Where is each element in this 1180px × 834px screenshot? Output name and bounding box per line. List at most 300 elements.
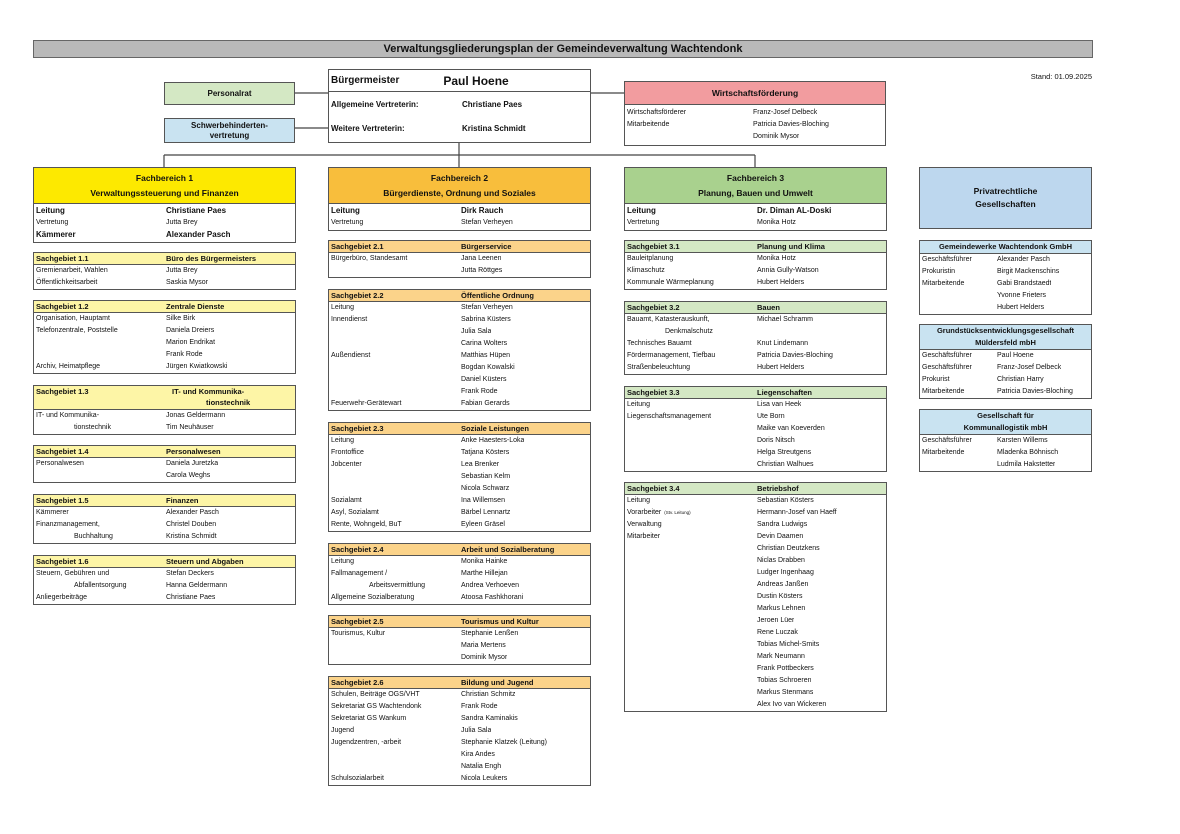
- row-key: Sozialamt: [331, 497, 362, 504]
- list-row: [34, 568, 295, 580]
- row-key: Buchhaltung: [74, 533, 113, 540]
- sachgebiet-2-1: [328, 240, 591, 278]
- wirtschaft-title: Wirtschaftsförderung: [624, 81, 886, 105]
- list-row: [34, 519, 295, 531]
- row-value: Dustin Kösters: [757, 593, 803, 600]
- list-row: [625, 675, 886, 687]
- row-key: Tourismus, Kultur: [331, 630, 386, 637]
- sachgebiet-header: [34, 495, 295, 507]
- row-value: Hermann-Josef van Haeff: [757, 509, 837, 516]
- row-key: [625, 675, 757, 687]
- sachgebiet-body: [329, 253, 590, 277]
- fb2-line2: Bürgerdienste, Ordnung und Soziales: [383, 188, 536, 199]
- sachgebiet-2-3: [328, 422, 591, 532]
- list-row: [329, 628, 590, 640]
- list-row: [34, 313, 295, 325]
- row-key: [625, 435, 757, 447]
- list-row: [625, 543, 886, 555]
- row-value: Franz-Josef Delbeck: [753, 109, 818, 116]
- row-value: Monika Hotz: [757, 255, 796, 262]
- row-key: Technisches Bauamt: [627, 340, 692, 347]
- list-row: [625, 447, 886, 459]
- list-row: [625, 411, 886, 423]
- row-value: Gabi Brandstaedt: [997, 280, 1052, 287]
- sachgebiet-title: Öffentliche Ordnung: [461, 291, 534, 300]
- sachgebiet-title: Soziale Leistungen: [461, 424, 529, 433]
- row-key: Steuern, Gebühren und: [36, 570, 110, 577]
- row-key: Leitung: [627, 401, 650, 408]
- row-key: Geschäftsführer: [922, 364, 972, 371]
- row-key: Außendienst: [331, 352, 371, 359]
- row-value: Daniel Küsters: [461, 376, 507, 383]
- row-value: Rene Luczak: [757, 629, 798, 636]
- row-value: Karsten Willems: [997, 437, 1048, 444]
- list-row: [625, 362, 886, 374]
- row-value: Hubert Helders: [997, 304, 1045, 311]
- sachgebiet-2-6: [328, 676, 591, 786]
- list-row: [920, 386, 1091, 398]
- list-row: [329, 398, 590, 410]
- row-key: [329, 386, 461, 398]
- row-key: [625, 507, 757, 519]
- sachgebiet-number: Sachgebiet 3.2: [627, 303, 680, 312]
- list-row: [625, 314, 886, 326]
- row-key: [625, 639, 757, 651]
- list-row: [329, 713, 590, 725]
- list-row: [625, 253, 886, 265]
- gesellschaft-body: [920, 350, 1091, 398]
- wirtschaftsfoerderung-box: [624, 81, 886, 146]
- fb3-body: [624, 204, 887, 231]
- list-row: [329, 737, 590, 749]
- row-value: Alexander Pasch: [166, 230, 231, 239]
- list-row: [625, 350, 886, 362]
- fb1-line2: Verwaltungssteuerung und Finanzen: [90, 188, 239, 199]
- row-key: [625, 591, 757, 603]
- row-key: Organisation, Hauptamt: [36, 315, 110, 322]
- list-row: [34, 422, 295, 434]
- fb3-line1: Fachbereich 3: [726, 172, 785, 183]
- sachgebiet-title: Liegenschaften: [757, 388, 813, 397]
- privat-line2: Gesellschaften: [975, 199, 1036, 209]
- sachgebiet-body: [329, 435, 590, 531]
- fb1-line1: Fachbereich 1: [135, 172, 194, 183]
- list-row: [329, 362, 590, 374]
- row-value: Nicola Leukers: [461, 775, 508, 782]
- sachgebiet-title: Steuern und Abgaben: [166, 557, 244, 566]
- sachgebiet-number: Sachgebiet 3.3: [627, 388, 680, 397]
- row-value: Julia Sala: [461, 727, 492, 734]
- row-key: [329, 749, 461, 761]
- wirtschaft-body: [624, 105, 886, 146]
- fachbereich-1: [33, 167, 296, 243]
- row-value: Christian Deutzkens: [757, 545, 820, 552]
- row-value: Alex Ivo van Wickeren: [757, 701, 827, 708]
- sachgebiet-3-1: [624, 240, 887, 290]
- row-key: Fördermanagement, Tiefbau: [627, 352, 716, 359]
- gesellschaft-title-line: Gemeindewerke Wachtendonk GmbH: [938, 242, 1073, 251]
- sachgebiet-header: [34, 301, 295, 313]
- schwerbehindertenvertretung-box: [164, 118, 295, 143]
- sachgebiet-1-6: [33, 555, 296, 605]
- gesellschaft-title-line: Gesellschaft für: [977, 411, 1034, 420]
- sachgebiet-title: Büro des Bürgermeisters: [166, 254, 257, 263]
- fb2-body: [328, 204, 591, 231]
- sachgebiet-body: [329, 556, 590, 604]
- row-key: Jugend: [331, 727, 354, 734]
- row-key: Geschäftsführer: [922, 352, 972, 359]
- row-key: Finanzmanagement,: [36, 521, 100, 528]
- row-value: Frank Rode: [461, 388, 498, 395]
- gesellschaft-title: [920, 410, 1091, 435]
- sachgebiet-body: [34, 313, 295, 373]
- row-value: Andreas Janßen: [757, 581, 809, 588]
- sachgebiet-header: [329, 423, 590, 435]
- list-row: [329, 338, 590, 350]
- schwerbeh-line1: Schwerbehinderten-: [191, 120, 268, 130]
- row-key: Jobcenter: [331, 461, 362, 468]
- row-value: Maike van Koeverden: [757, 425, 825, 432]
- sachgebiet-number: Sachgebiet 2.6: [331, 678, 384, 687]
- row-value: Saskia Mysor: [166, 279, 209, 286]
- row-key: Kommunale Wärmeplanung: [627, 279, 714, 286]
- personalrat-box: Personalrat: [164, 82, 295, 105]
- gesellschaft-body: [920, 435, 1091, 471]
- row-key: [329, 374, 461, 386]
- page-title: Verwaltungsgliederungsplan der Gemeindeverwaltung Wachtendonk: [33, 40, 1093, 58]
- row-key: [625, 543, 757, 555]
- row-key: Leitung: [331, 558, 354, 565]
- row-value: Bogdan Kowalski: [461, 364, 515, 371]
- list-row: [34, 349, 295, 361]
- row-value: Markus Lehnen: [757, 605, 806, 612]
- sachgebiet-body: [34, 265, 295, 289]
- row-value: Annia Gully-Watson: [757, 267, 819, 274]
- list-row: [920, 435, 1091, 447]
- list-row: [625, 107, 885, 119]
- row-value: Frank Pottbeckers: [757, 665, 814, 672]
- list-row: [625, 265, 886, 277]
- sachgebiet-title: Personalwesen: [166, 447, 221, 456]
- sachgebiet-1-2: [33, 300, 296, 374]
- buergermeister-box: [328, 69, 591, 143]
- row-value: Frank Rode: [166, 351, 203, 358]
- row-key: Vertretung: [331, 219, 364, 226]
- sachgebiet-title: Bürgerservice: [461, 242, 512, 251]
- row-value: Marthe Hillejan: [461, 570, 508, 577]
- bm-row-key: Weitere Vertreterin:: [331, 123, 405, 133]
- row-value: Sabrina Küsters: [461, 316, 511, 323]
- sachgebiet-number: Sachgebiet 1.2: [36, 302, 89, 311]
- row-value: Dirk Rauch: [461, 206, 504, 215]
- list-row: [920, 278, 1091, 290]
- row-key: Mitarbeitende: [627, 121, 670, 128]
- row-value: Natalia Engh: [461, 763, 502, 770]
- row-key: Innendienst: [331, 316, 368, 323]
- row-value: Bärbel Lennartz: [461, 509, 511, 516]
- list-row: [625, 338, 886, 350]
- list-row: [920, 290, 1091, 302]
- list-row: [920, 254, 1091, 266]
- list-row: [329, 326, 590, 338]
- sachgebiet-body: [34, 568, 295, 604]
- fb1-body: [33, 204, 296, 243]
- list-row: [329, 773, 590, 785]
- grundstuecksentwicklung-box: [919, 324, 1092, 399]
- sg-1-3-body: [34, 410, 295, 434]
- row-key: Mitarbeitende: [922, 388, 965, 395]
- buergermeister-name: Paul Hoene: [443, 73, 509, 88]
- row-key: Telefonzentrale, Poststelle: [36, 327, 118, 334]
- row-key: Frontoffice: [331, 449, 364, 456]
- list-row: [329, 483, 590, 495]
- row-value: Patricia Davies-Bloching: [757, 352, 833, 359]
- row-value: Tim Neuhäuser: [166, 424, 214, 431]
- list-row: [34, 229, 295, 241]
- row-value: Hanna Geldermann: [166, 582, 228, 589]
- sachgebiet-header: [34, 253, 295, 265]
- sachgebiet-title: Betriebshof: [757, 484, 799, 493]
- list-row: [329, 314, 590, 326]
- sachgebiet-header: [34, 446, 295, 458]
- row-key: Leitung: [331, 206, 360, 215]
- sachgebiet-body: [625, 314, 886, 374]
- privat-line1: Privatrechtliche: [973, 186, 1038, 196]
- list-row: [329, 205, 590, 217]
- row-value: Sandra Kaminakis: [461, 715, 518, 722]
- row-value: Birgit Mackenschins: [997, 268, 1060, 275]
- row-key: Vertretung: [627, 219, 660, 226]
- row-value: Markus Stenmans: [757, 689, 814, 696]
- list-row: [329, 725, 590, 737]
- list-row: [920, 459, 1091, 471]
- fachbereich-3: [624, 167, 887, 231]
- row-key: Anliegerbeiträge: [36, 594, 87, 601]
- list-row: [625, 603, 886, 615]
- list-row: [625, 687, 886, 699]
- list-row: [34, 205, 295, 217]
- row-value: Tobias Michel-Smits: [757, 641, 820, 648]
- list-row: [329, 374, 590, 386]
- row-value: Mark Neumann: [757, 653, 805, 660]
- row-key: [329, 326, 461, 338]
- sachgebiet-2-2: [328, 289, 591, 411]
- list-row: [625, 277, 886, 289]
- row-value: Jutta Röttges: [461, 267, 503, 274]
- list-row: [920, 302, 1091, 314]
- sachgebiet-number: Sachgebiet 1.1: [36, 254, 89, 263]
- row-value: Lisa van Heek: [757, 401, 802, 408]
- fb2-line1: Fachbereich 2: [430, 172, 489, 183]
- sachgebiet-2-4: [328, 543, 591, 605]
- row-key: [329, 652, 461, 664]
- fb3-line2: Planung, Bauen und Umwelt: [698, 188, 813, 199]
- row-key: Mitarbeitende: [922, 449, 965, 456]
- row-value: Ute Born: [757, 413, 785, 420]
- row-key: Geschäftsführer: [922, 256, 972, 263]
- sachgebiet-header: [329, 677, 590, 689]
- sachgebiet-header: [625, 387, 886, 399]
- list-row: [329, 592, 590, 604]
- row-key: Kämmerer: [36, 230, 76, 239]
- row-key: [625, 579, 757, 591]
- row-value: Ina Willemsen: [461, 497, 505, 504]
- list-row: [625, 591, 886, 603]
- list-row: [625, 399, 886, 411]
- row-key: [625, 687, 757, 699]
- row-key: Arbeitsvermittlung: [369, 582, 426, 589]
- list-row: [625, 519, 886, 531]
- row-key: tionstechnik: [74, 424, 111, 431]
- sachgebiet-body: [625, 495, 886, 711]
- row-key: Vertretung: [36, 219, 69, 226]
- list-row: [625, 555, 886, 567]
- row-key: Jugendzentren, -arbeit: [331, 739, 402, 746]
- row-value: Fabian Gerards: [461, 400, 510, 407]
- row-value: Eyleen Gräsel: [461, 521, 505, 528]
- row-key: Asyl, Sozialamt: [331, 509, 379, 516]
- list-row: [34, 580, 295, 592]
- kommunallogistik-box: [919, 409, 1092, 472]
- list-row: [329, 568, 590, 580]
- row-value: Carola Weghs: [166, 472, 211, 479]
- list-row: [625, 663, 886, 675]
- schwerbeh-line2: vertretung: [209, 130, 250, 140]
- list-row: [329, 459, 590, 471]
- sachgebiet-1-3: [33, 385, 296, 435]
- row-value: Andrea Verhoeven: [461, 582, 519, 589]
- sachgebiet-header: [34, 556, 295, 568]
- sachgebiet-header: [329, 290, 590, 302]
- list-row: [34, 470, 295, 482]
- buergermeister-label: Bürgermeister: [331, 75, 400, 86]
- row-key: Leitung: [627, 206, 656, 215]
- list-row: [329, 495, 590, 507]
- list-row: [329, 217, 590, 229]
- row-value: Christiane Paes: [166, 206, 227, 215]
- row-key: [625, 699, 757, 711]
- list-row: [34, 337, 295, 349]
- row-value: Nicola Schwarz: [461, 485, 510, 492]
- row-value: Anke Haesters-Loka: [461, 437, 525, 444]
- stand-date: Stand: 01.09.2025: [1030, 72, 1092, 81]
- row-value: Patricia Davies-Bloching: [753, 121, 829, 128]
- row-key: Schulsozialarbeit: [331, 775, 384, 782]
- list-row: [625, 699, 886, 711]
- list-row: [920, 350, 1091, 362]
- sachgebiet-3-3: [624, 386, 887, 472]
- row-value: Christian Harry: [997, 376, 1044, 383]
- row-key: Sekretariat GS Wankum: [331, 715, 407, 722]
- list-row: [329, 302, 590, 314]
- sachgebiet-number: Sachgebiet 2.1: [331, 242, 384, 251]
- sg-1-3-title-line1: IT- und Kommunika-: [172, 387, 245, 396]
- row-value: Mladenka Böhnisch: [997, 449, 1059, 456]
- gesellschaft-title-line: Grundstücksentwicklungsgesellschaft: [936, 326, 1075, 335]
- row-key: [34, 337, 166, 349]
- row-value: Franz-Josef Delbeck: [997, 364, 1062, 371]
- row-key: [329, 471, 461, 483]
- list-row: [329, 435, 590, 447]
- row-key: Kämmerer: [36, 509, 69, 516]
- sachgebiet-header: [625, 302, 886, 314]
- sachgebiet-header: [625, 483, 886, 495]
- list-row: [329, 507, 590, 519]
- list-row: [34, 531, 295, 543]
- sachgebiet-title: Bildung und Jugend: [461, 678, 534, 687]
- row-value: Dominik Mysor: [461, 654, 508, 661]
- sachgebiet-title: Finanzen: [166, 496, 199, 505]
- row-value: Stephanie Klatzek (Leitung): [461, 739, 547, 746]
- row-value: Sandra Ludwigs: [757, 521, 808, 528]
- row-value: Marion Endrikat: [166, 339, 216, 346]
- row-key: Bauamt, Katasterauskunft,: [627, 316, 710, 323]
- sachgebiet-number: Sachgebiet 3.1: [627, 242, 680, 251]
- row-value: Jana Leenen: [461, 255, 502, 262]
- gesellschaft-title-line: Müldersfeld mbH: [975, 338, 1036, 347]
- row-value: Christiane Paes: [166, 594, 216, 601]
- sachgebiet-body: [34, 507, 295, 543]
- row-key: [920, 290, 997, 302]
- row-value: Christel Douben: [166, 521, 217, 528]
- row-value: Devin Daamen: [757, 533, 804, 540]
- row-value: Dr. Diman AL-Doski: [757, 206, 832, 215]
- list-row: [34, 458, 295, 470]
- list-row: [625, 217, 886, 229]
- row-key: Bauleitplanung: [627, 255, 674, 262]
- list-row: [34, 277, 295, 289]
- row-value: Atoosa Fashkhorani: [461, 594, 524, 601]
- list-row: [329, 265, 590, 277]
- row-value: Jeroen Lüer: [757, 617, 795, 624]
- gesellschaft-title: [920, 241, 1091, 254]
- row-key-text: Vorarbeiter: [627, 509, 662, 516]
- list-row: [329, 761, 590, 773]
- list-row: [920, 362, 1091, 374]
- sachgebiet-title: Arbeit und Sozialberatung: [461, 545, 555, 554]
- list-row: [329, 519, 590, 531]
- list-row: [329, 386, 590, 398]
- list-row: [625, 579, 886, 591]
- row-key: [329, 362, 461, 374]
- list-row: [329, 640, 590, 652]
- list-row: [625, 651, 886, 663]
- row-key: Denkmalschutz: [665, 328, 713, 335]
- sg-1-3-key: Sachgebiet 1.3: [36, 387, 89, 396]
- list-row: [34, 217, 295, 229]
- sachgebiet-number: Sachgebiet 2.4: [331, 545, 384, 554]
- list-row: [920, 447, 1091, 459]
- list-row: [329, 447, 590, 459]
- bm-row-value: Kristina Schmidt: [462, 123, 526, 133]
- sachgebiet-body: [34, 458, 295, 482]
- sachgebiet-body: [625, 253, 886, 289]
- list-row: [34, 325, 295, 337]
- row-value: Yvonne Frieters: [997, 292, 1047, 299]
- row-key: Rente, Wohngeld, BuT: [331, 521, 402, 528]
- list-row: [329, 350, 590, 362]
- row-key: [625, 555, 757, 567]
- row-key: Leitung: [331, 304, 354, 311]
- sg-1-3-title: [166, 386, 250, 409]
- row-key: Feuerwehr-Gerätewart: [331, 400, 402, 407]
- row-value: Stephanie Lenßen: [461, 630, 519, 637]
- row-value: Daniela Juretzka: [166, 460, 219, 467]
- row-value: Dominik Mysor: [753, 133, 800, 140]
- row-key: Fallmanagement /: [331, 570, 388, 577]
- row-key: [625, 567, 757, 579]
- row-value: Stefan Verheyen: [461, 304, 513, 311]
